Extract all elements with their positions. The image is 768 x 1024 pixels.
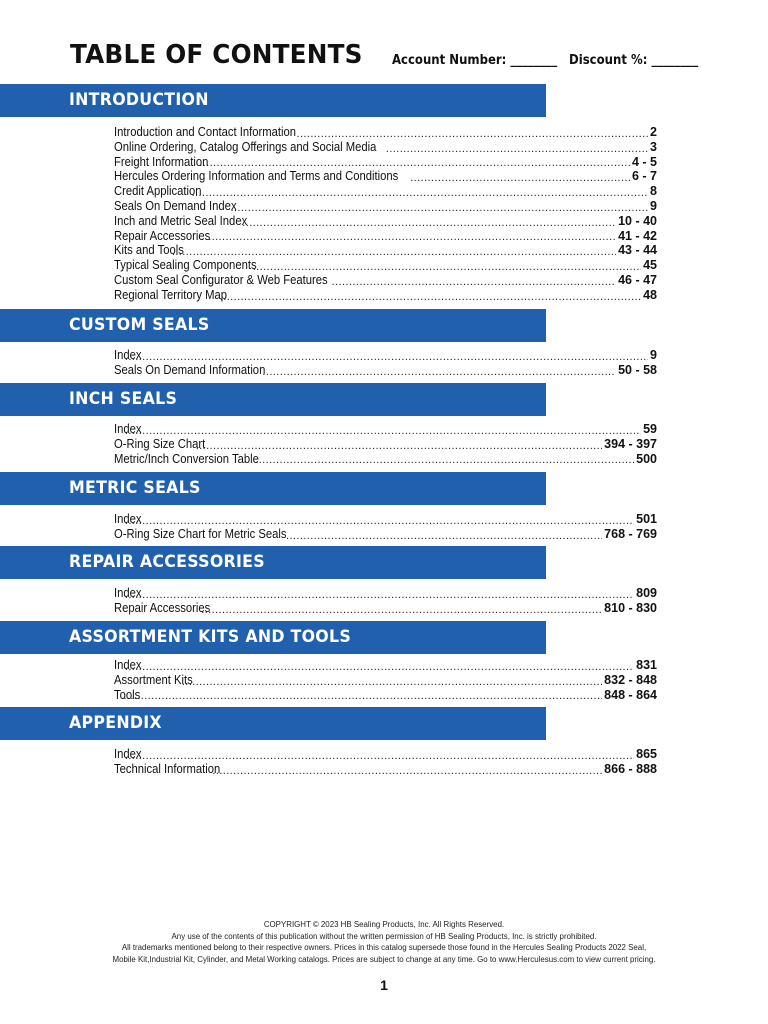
section-header-assortment-kits-and-tools <box>0 621 546 654</box>
account-number-field: Account Number: ________ <box>392 53 558 68</box>
section-title: METRIC SEALS <box>69 478 201 498</box>
toc-entry[interactable]: Custom Seal Configurator & Web Features ..... 46 - 47 <box>114 273 657 288</box>
toc-entry[interactable]: Index ..... 865 <box>114 747 657 762</box>
toc-entry[interactable]: Online Ordering, Catalog Offerings and Social Media ..... 3 <box>114 140 657 155</box>
section-title: CUSTOM SEALS <box>69 315 210 335</box>
toc-entry[interactable]: Index ..... 831 <box>114 658 657 673</box>
toc-entry[interactable]: Regional Territory Map ..... 48 <box>114 288 657 303</box>
toc-entry[interactable]: O-Ring Size Chart for Metric Seals ..... 768 - 769 <box>114 527 657 542</box>
toc-entry[interactable]: Freight Information ..... 4 - 5 <box>114 155 657 170</box>
section-title: ASSORTMENT KITS AND TOOLS <box>69 627 352 647</box>
toc-entry[interactable]: Repair Accessories ..... 810 - 830 <box>114 601 657 616</box>
footer-line: COPYRIGHT © 2023 HB Sealing Products, Inc. All Rights Reserved. <box>263 919 505 929</box>
toc-entry[interactable]: Assortment Kits ..... 832 - 848 <box>114 673 657 688</box>
section-title: APPENDIX <box>69 713 162 733</box>
toc-entry[interactable]: Kits and Tools ..... 43 - 44 <box>114 243 657 258</box>
section-header-repair-accessories <box>0 546 546 579</box>
page-title: TABLE OF CONTENTS <box>70 40 363 70</box>
section-entries-inch-seals <box>114 422 657 466</box>
section-header-metric-seals <box>0 472 546 505</box>
section-header-introduction <box>0 84 546 117</box>
toc-entry[interactable]: Technical Information ..... 866 - 888 <box>114 762 657 777</box>
section-entries-repair-accessories <box>114 586 657 616</box>
toc-entry[interactable]: O-Ring Size Chart ..... 394 - 397 <box>114 437 657 452</box>
section-header-custom-seals <box>0 309 546 342</box>
section-entries-assortment-kits-and-tools <box>114 658 657 702</box>
toc-entry[interactable]: Typical Sealing Components ..... 45 <box>114 258 657 273</box>
footer-line: Any use of the contents of this publication without the written permission of HB Sealing Products, Inc. is strictly prohibited. <box>171 930 597 941</box>
copyright-footer <box>84 919 684 965</box>
toc-entry[interactable]: Index ..... 59 <box>114 422 657 437</box>
page-number: 1 <box>380 977 388 993</box>
toc-entry[interactable]: Tools ..... 848 - 864 <box>114 688 657 703</box>
section-title: INTRODUCTION <box>69 90 209 110</box>
discount-field: Discount %: ________ <box>569 53 699 68</box>
section-entries-metric-seals <box>114 512 657 542</box>
section-header-inch-seals <box>0 383 546 416</box>
toc-entry[interactable]: Index ..... 501 <box>114 512 657 527</box>
footer-line: Mobile Kit,Industrial Kit, Cylinder, and Metal Working catalogs. Prices are subject to change at any time. Go to www.Herculesus.com to view current pricing. <box>112 953 656 964</box>
page-header <box>70 40 710 74</box>
section-title: REPAIR ACCESSORIES <box>69 552 265 572</box>
toc-entry[interactable]: Credit Application ..... 8 <box>114 184 657 199</box>
toc-entry[interactable]: Introduction and Contact Information ..... 2 <box>114 125 657 140</box>
footer-line: All trademarks mentioned belong to their respective owners. Prices in this catalog supersede those found in the Hercules Sealing Products 2022 Seal, <box>121 942 647 952</box>
toc-entry[interactable]: Inch and Metric Seal Index ..... 10 - 40 <box>114 214 657 229</box>
section-entries-appendix <box>114 747 657 777</box>
section-title: INCH SEALS <box>69 389 178 409</box>
toc-entry[interactable]: Index ..... 809 <box>114 586 657 601</box>
toc-entry[interactable]: Repair Accessories ..... 41 - 42 <box>114 229 657 244</box>
toc-entry[interactable]: Seals On Demand Index ..... 9 <box>114 199 657 214</box>
section-entries-custom-seals <box>114 348 657 378</box>
section-header-appendix <box>0 707 546 740</box>
section-entries-introduction <box>114 125 657 303</box>
toc-entry[interactable]: Seals On Demand Information ..... 50 - 58 <box>114 363 657 378</box>
toc-entry[interactable]: Index ..... 9 <box>114 348 657 363</box>
toc-entry[interactable]: Hercules Ordering Information and Terms and Conditions ..... 6 - 7 <box>114 169 657 184</box>
toc-entry[interactable]: Metric/Inch Conversion Table ..... 500 <box>114 452 657 467</box>
